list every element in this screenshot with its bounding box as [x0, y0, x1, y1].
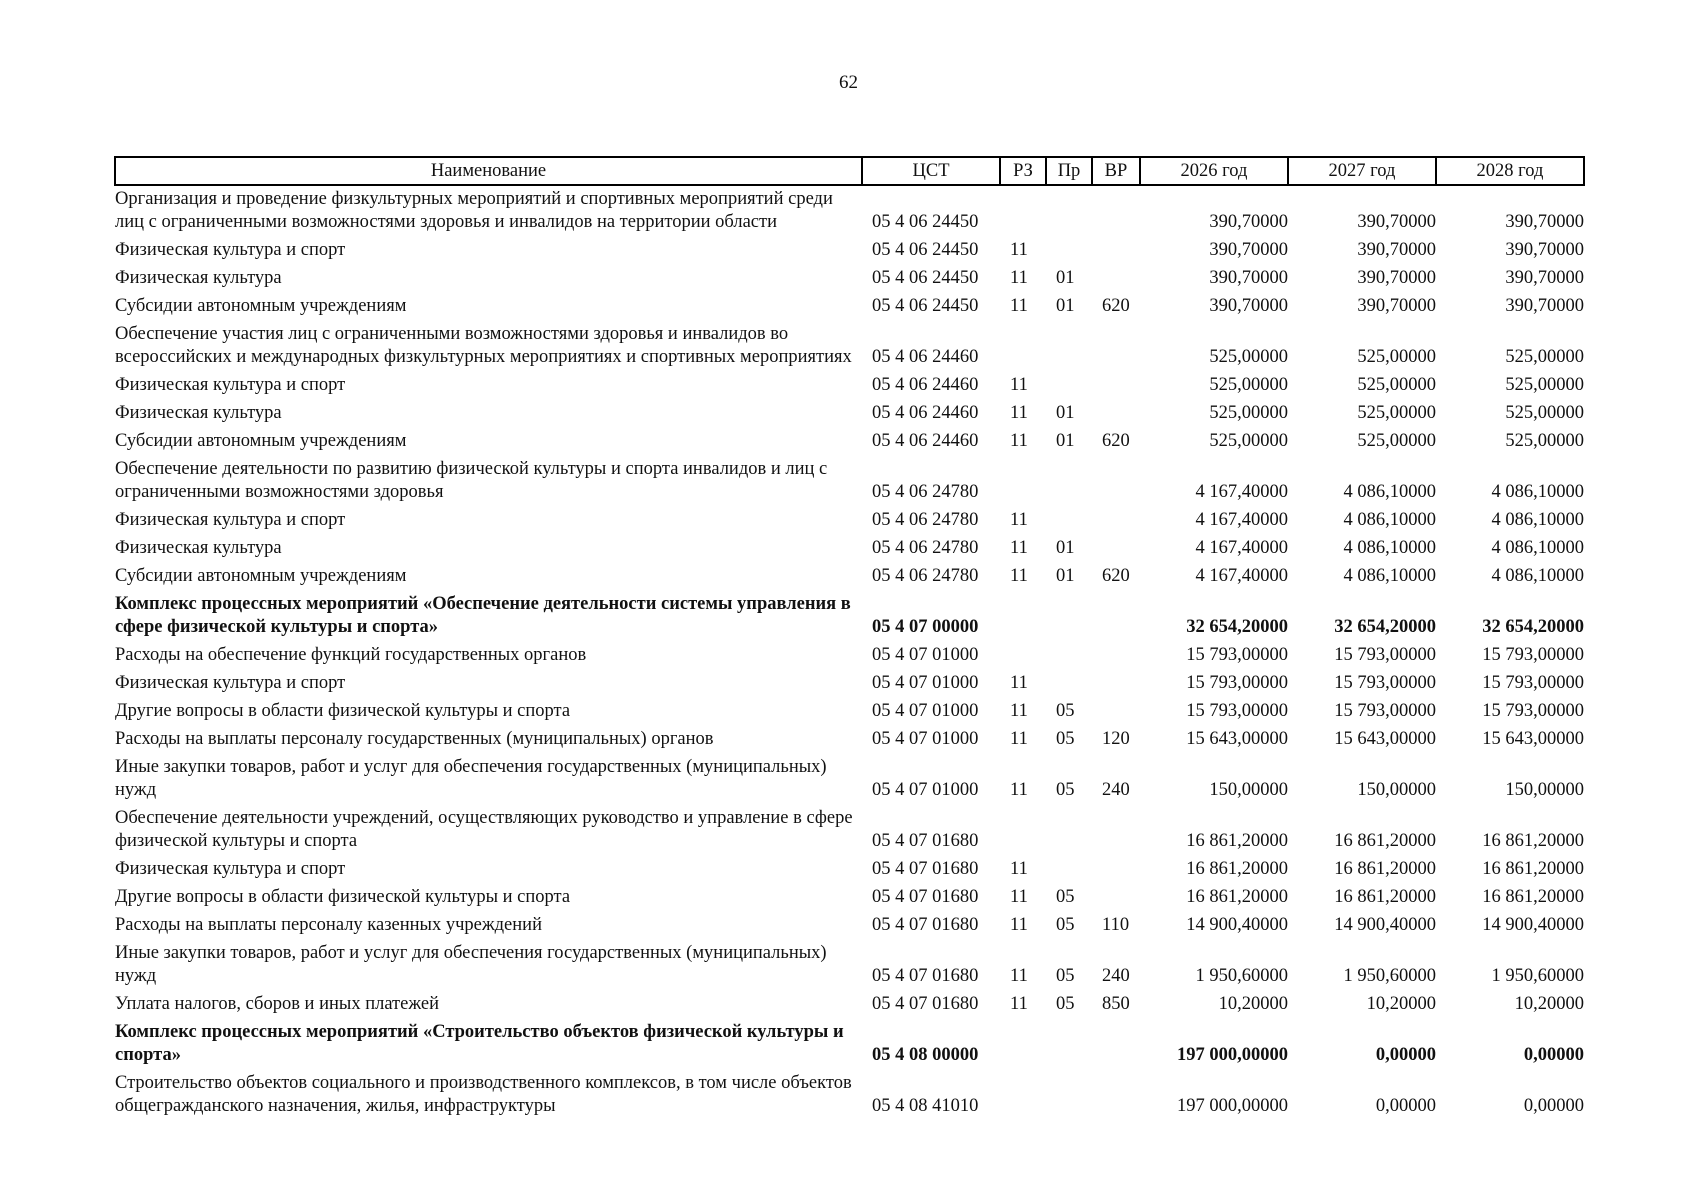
- cell-rz: 11: [1010, 566, 1028, 586]
- cell-cst: 05 4 07 01000: [872, 673, 979, 693]
- cell-2026: 525,00000: [1209, 431, 1288, 451]
- cell-rz: [1000, 1019, 1046, 1070]
- cell-vr: [1092, 642, 1140, 670]
- cell-cst: 05 4 06 24460: [872, 431, 979, 451]
- cell-pr: 05: [1056, 780, 1075, 800]
- table-row: [115, 293, 1584, 321]
- table-row: [115, 940, 1584, 991]
- header-2028: 2028 год: [1436, 157, 1584, 185]
- cell-cst: 05 4 07 00000: [872, 617, 979, 637]
- cell-pr: 01: [1056, 268, 1075, 288]
- cell-pr: [1046, 1019, 1092, 1070]
- cell-rz: 11: [1010, 994, 1028, 1014]
- cell-cst: 05 4 07 01680: [872, 887, 979, 907]
- cell-name: Физическая культура и спорт: [115, 510, 346, 530]
- cell-name: Уплата налогов, сборов и иных платежей: [115, 994, 440, 1014]
- cell-2028: 10,20000: [1514, 994, 1584, 1014]
- cell-2028: 150,00000: [1505, 780, 1584, 800]
- cell-2027: 390,70000: [1357, 240, 1436, 260]
- cell-2027: 14 900,40000: [1334, 915, 1436, 935]
- cell-2028: 0,00000: [1523, 1096, 1584, 1116]
- table-body: [115, 185, 1584, 1121]
- cell-2027: 16 861,20000: [1334, 887, 1436, 907]
- page-number: 62: [839, 72, 858, 93]
- cell-2026: 10,20000: [1218, 994, 1288, 1014]
- cell-vr: [1092, 1019, 1140, 1070]
- cell-rz: [1000, 805, 1046, 856]
- cell-2028: 525,00000: [1505, 431, 1584, 451]
- cell-name: Обеспечение деятельности по развитию физической культуры и спорта инвалидов и лиц с ограниченными возможностями здоровья: [115, 459, 828, 502]
- cell-2028: 32 654,20000: [1482, 617, 1584, 637]
- cell-rz: 11: [1010, 729, 1028, 749]
- cell-name: Строительство объектов социального и производственного комплексов, в том числе объектов общегражданского назначения, жилья, инфраструктуры: [115, 1073, 852, 1116]
- cell-name: Физическая культура: [115, 403, 282, 423]
- cell-pr: [1046, 856, 1092, 884]
- cell-pr: 01: [1056, 403, 1075, 423]
- cell-name: Обеспечение деятельности учреждений, осуществляющих руководство и управление в сфере физической культуры и спорта: [115, 808, 853, 851]
- table-row: [115, 507, 1584, 535]
- cell-rz: 11: [1010, 538, 1028, 558]
- cell-2028: 1 950,60000: [1491, 966, 1584, 986]
- cell-2028: 16 861,20000: [1482, 887, 1584, 907]
- cell-2028: 4 086,10000: [1491, 482, 1584, 502]
- cell-2027: 15 793,00000: [1334, 645, 1436, 665]
- cell-vr: [1092, 805, 1140, 856]
- cell-name: Субсидии автономным учреждениям: [115, 296, 407, 316]
- cell-cst: 05 4 08 00000: [872, 1045, 979, 1065]
- cell-pr: [1046, 670, 1092, 698]
- cell-rz: 11: [1010, 887, 1028, 907]
- cell-vr: [1092, 321, 1140, 372]
- cell-pr: [1046, 321, 1092, 372]
- cell-rz: 11: [1010, 375, 1028, 395]
- cell-2028: 390,70000: [1505, 296, 1584, 316]
- header-2027: 2027 год: [1288, 157, 1436, 185]
- cell-pr: 05: [1056, 915, 1075, 935]
- header-vr: ВР: [1092, 157, 1140, 185]
- cell-2026: 525,00000: [1209, 375, 1288, 395]
- cell-cst: 05 4 08 41010: [872, 1096, 979, 1116]
- cell-2026: 4 167,40000: [1195, 510, 1288, 530]
- cell-pr: [1046, 372, 1092, 400]
- cell-pr: [1046, 456, 1092, 507]
- cell-cst: 05 4 07 01000: [872, 645, 979, 665]
- cell-cst: 05 4 06 24450: [872, 268, 979, 288]
- cell-pr: [1046, 642, 1092, 670]
- table-row: [115, 698, 1584, 726]
- cell-2027: 390,70000: [1357, 296, 1436, 316]
- header-rz: РЗ: [1000, 157, 1046, 185]
- cell-2027: 15 793,00000: [1334, 701, 1436, 721]
- cell-name: Физическая культура и спорт: [115, 673, 346, 693]
- table-row-section: [115, 1019, 1584, 1070]
- cell-cst: 05 4 07 01000: [872, 729, 979, 749]
- cell-name: Другие вопросы в области физической культуры и спорта: [115, 701, 571, 721]
- cell-2028: 525,00000: [1505, 375, 1584, 395]
- table-row: [115, 754, 1584, 805]
- cell-pr: [1046, 237, 1092, 265]
- cell-2026: 390,70000: [1209, 212, 1288, 232]
- cell-name: Субсидии автономным учреждениям: [115, 566, 407, 586]
- cell-2027: 4 086,10000: [1343, 566, 1436, 586]
- cell-cst: 05 4 07 01680: [872, 831, 979, 851]
- table-header: [115, 157, 1584, 185]
- cell-cst: 05 4 06 24460: [872, 403, 979, 423]
- cell-vr: 110: [1102, 915, 1130, 935]
- cell-pr: 05: [1056, 701, 1075, 721]
- cell-vr: [1092, 698, 1140, 726]
- cell-cst: 05 4 07 01000: [872, 701, 979, 721]
- cell-vr: 620: [1102, 431, 1130, 451]
- cell-vr: [1092, 535, 1140, 563]
- cell-vr: 620: [1102, 566, 1130, 586]
- cell-2026: 4 167,40000: [1195, 482, 1288, 502]
- cell-name: Физическая культура: [115, 538, 282, 558]
- cell-cst: 05 4 06 24450: [872, 240, 979, 260]
- table-row: [115, 642, 1584, 670]
- table-row: [115, 912, 1584, 940]
- cell-pr: 05: [1056, 966, 1075, 986]
- cell-vr: [1092, 670, 1140, 698]
- cell-2026: 4 167,40000: [1195, 566, 1288, 586]
- cell-2027: 10,20000: [1366, 994, 1436, 1014]
- cell-rz: 11: [1010, 859, 1028, 879]
- table-row: [115, 991, 1584, 1019]
- cell-cst: 05 4 06 24780: [872, 510, 979, 530]
- table-row: [115, 321, 1584, 372]
- cell-cst: 05 4 07 01680: [872, 915, 979, 935]
- cell-vr: [1092, 884, 1140, 912]
- cell-2028: 4 086,10000: [1491, 538, 1584, 558]
- cell-2026: 390,70000: [1209, 240, 1288, 260]
- cell-2027: 15 643,00000: [1334, 729, 1436, 749]
- cell-name: Субсидии автономным учреждениям: [115, 431, 407, 451]
- cell-vr: [1092, 591, 1140, 642]
- cell-rz: 11: [1010, 701, 1028, 721]
- cell-pr: [1046, 805, 1092, 856]
- cell-pr: 01: [1056, 296, 1075, 316]
- cell-cst: 05 4 06 24460: [872, 375, 979, 395]
- cell-2027: 0,00000: [1375, 1096, 1436, 1116]
- cell-cst: 05 4 06 24780: [872, 482, 979, 502]
- cell-rz: [1000, 1070, 1046, 1121]
- cell-2026: 525,00000: [1209, 347, 1288, 367]
- cell-rz: 11: [1010, 510, 1028, 530]
- table-row-section: [115, 591, 1584, 642]
- table-row: [115, 884, 1584, 912]
- table-row: [115, 456, 1584, 507]
- cell-2026: 1 950,60000: [1195, 966, 1288, 986]
- cell-2026: 16 861,20000: [1186, 831, 1288, 851]
- cell-cst: 05 4 06 24780: [872, 538, 979, 558]
- table-row: [115, 185, 1584, 237]
- cell-name: Комплекс процессных мероприятий «Обеспечение деятельности системы управления в сфере физической культуры и спорта»: [115, 594, 851, 637]
- cell-pr: 01: [1056, 431, 1075, 451]
- cell-2028: 15 793,00000: [1482, 645, 1584, 665]
- cell-vr: [1092, 185, 1140, 237]
- cell-2027: 16 861,20000: [1334, 859, 1436, 879]
- cell-2027: 525,00000: [1357, 347, 1436, 367]
- cell-name: Организация и проведение физкультурных мероприятий и спортивных мероприятий среди лиц с ограниченными возможностями здоровья и инвалидов на территории области: [115, 189, 833, 232]
- table-row: [115, 1070, 1584, 1121]
- cell-2027: 1 950,60000: [1343, 966, 1436, 986]
- cell-name: Другие вопросы в области физической культуры и спорта: [115, 887, 571, 907]
- cell-2028: 16 861,20000: [1482, 859, 1584, 879]
- cell-2028: 4 086,10000: [1491, 510, 1584, 530]
- cell-pr: 05: [1056, 729, 1075, 749]
- cell-2027: 0,00000: [1375, 1045, 1436, 1065]
- cell-name: Физическая культура и спорт: [115, 240, 346, 260]
- cell-vr: [1092, 507, 1140, 535]
- cell-2028: 14 900,40000: [1482, 915, 1584, 935]
- cell-vr: 240: [1102, 780, 1130, 800]
- cell-pr: 05: [1056, 887, 1075, 907]
- cell-cst: 05 4 07 01680: [872, 859, 979, 879]
- budget-table: [114, 156, 1585, 1121]
- cell-name: Обеспечение участия лиц с ограниченными возможностями здоровья и инвалидов во всероссийских и международных физкультурных мероприятиях и спортивных мероприятиях: [115, 324, 852, 367]
- cell-2026: 150,00000: [1209, 780, 1288, 800]
- cell-rz: 11: [1010, 240, 1028, 260]
- cell-name: Иные закупки товаров, работ и услуг для обеспечения государственных (муниципальных) нужд: [115, 757, 827, 800]
- cell-cst: 05 4 07 01000: [872, 780, 979, 800]
- cell-2027: 4 086,10000: [1343, 482, 1436, 502]
- cell-2026: 197 000,00000: [1177, 1045, 1288, 1065]
- cell-pr: 01: [1056, 566, 1075, 586]
- cell-name: Комплекс процессных мероприятий «Строительство объектов физической культуры и спорта»: [115, 1022, 844, 1065]
- cell-pr: [1046, 507, 1092, 535]
- cell-name: Расходы на выплаты персоналу казенных учреждений: [115, 915, 542, 935]
- cell-vr: [1092, 1070, 1140, 1121]
- cell-cst: 05 4 06 24780: [872, 566, 979, 586]
- table-row: [115, 400, 1584, 428]
- cell-2026: 14 900,40000: [1186, 915, 1288, 935]
- cell-2026: 15 793,00000: [1186, 701, 1288, 721]
- table-row: [115, 237, 1584, 265]
- cell-vr: [1092, 265, 1140, 293]
- table-row: [115, 805, 1584, 856]
- cell-2026: 15 793,00000: [1186, 673, 1288, 693]
- cell-2027: 525,00000: [1357, 403, 1436, 423]
- cell-name: Физическая культура: [115, 268, 282, 288]
- cell-name: Расходы на обеспечение функций государственных органов: [115, 645, 587, 665]
- cell-2028: 15 643,00000: [1482, 729, 1584, 749]
- cell-2026: 525,00000: [1209, 403, 1288, 423]
- cell-vr: 240: [1102, 966, 1130, 986]
- cell-2027: 16 861,20000: [1334, 831, 1436, 851]
- cell-rz: 11: [1010, 268, 1028, 288]
- header-cst: ЦСТ: [862, 157, 1000, 185]
- cell-vr: [1092, 856, 1140, 884]
- cell-pr: 01: [1056, 538, 1075, 558]
- cell-2028: 390,70000: [1505, 268, 1584, 288]
- cell-name: Иные закупки товаров, работ и услуг для обеспечения государственных (муниципальных) нужд: [115, 943, 827, 986]
- table-row: [115, 372, 1584, 400]
- cell-name: Физическая культура и спорт: [115, 375, 346, 395]
- cell-pr: [1046, 185, 1092, 237]
- cell-name: Физическая культура и спорт: [115, 859, 346, 879]
- cell-2026: 197 000,00000: [1177, 1096, 1288, 1116]
- cell-2026: 15 793,00000: [1186, 645, 1288, 665]
- table-row: [115, 726, 1584, 754]
- header-pr: Пр: [1046, 157, 1092, 185]
- table-row: [115, 265, 1584, 293]
- cell-2026: 15 643,00000: [1186, 729, 1288, 749]
- table-row: [115, 428, 1584, 456]
- cell-2028: 15 793,00000: [1482, 701, 1584, 721]
- cell-2028: 390,70000: [1505, 212, 1584, 232]
- cell-2027: 15 793,00000: [1334, 673, 1436, 693]
- cell-2028: 390,70000: [1505, 240, 1584, 260]
- cell-2028: 0,00000: [1523, 1045, 1584, 1065]
- cell-2026: 16 861,20000: [1186, 859, 1288, 879]
- header-name: Наименование: [115, 157, 862, 185]
- cell-cst: 05 4 07 01680: [872, 966, 979, 986]
- header-2026: 2026 год: [1140, 157, 1288, 185]
- cell-2027: 150,00000: [1357, 780, 1436, 800]
- cell-rz: [1000, 185, 1046, 237]
- cell-2027: 4 086,10000: [1343, 538, 1436, 558]
- cell-rz: 11: [1010, 296, 1028, 316]
- cell-2028: 16 861,20000: [1482, 831, 1584, 851]
- cell-2028: 15 793,00000: [1482, 673, 1584, 693]
- table-row: [115, 670, 1584, 698]
- cell-rz: 11: [1010, 966, 1028, 986]
- table-row: [115, 535, 1584, 563]
- cell-vr: 120: [1102, 729, 1130, 749]
- cell-cst: 05 4 07 01680: [872, 994, 979, 1014]
- cell-vr: 850: [1102, 994, 1130, 1014]
- cell-rz: [1000, 591, 1046, 642]
- cell-2026: 4 167,40000: [1195, 538, 1288, 558]
- cell-2028: 525,00000: [1505, 403, 1584, 423]
- cell-vr: [1092, 456, 1140, 507]
- cell-name: Расходы на выплаты персоналу государственных (муниципальных) органов: [115, 729, 714, 749]
- cell-vr: [1092, 372, 1140, 400]
- cell-2026: 16 861,20000: [1186, 887, 1288, 907]
- table-row: [115, 563, 1584, 591]
- cell-pr: [1046, 591, 1092, 642]
- cell-2026: 390,70000: [1209, 268, 1288, 288]
- cell-rz: 11: [1010, 780, 1028, 800]
- cell-pr: [1046, 1070, 1092, 1121]
- cell-rz: 11: [1010, 673, 1028, 693]
- cell-rz: 11: [1010, 403, 1028, 423]
- cell-vr: 620: [1102, 296, 1130, 316]
- cell-cst: 05 4 06 24460: [872, 347, 979, 367]
- cell-vr: [1092, 400, 1140, 428]
- cell-2027: 525,00000: [1357, 375, 1436, 395]
- cell-cst: 05 4 06 24450: [872, 212, 979, 232]
- cell-pr: 05: [1056, 994, 1075, 1014]
- cell-2028: 4 086,10000: [1491, 566, 1584, 586]
- cell-rz: [1000, 456, 1046, 507]
- cell-rz: 11: [1010, 431, 1028, 451]
- cell-rz: [1000, 321, 1046, 372]
- cell-2026: 390,70000: [1209, 296, 1288, 316]
- cell-2027: 4 086,10000: [1343, 510, 1436, 530]
- cell-2027: 32 654,20000: [1334, 617, 1436, 637]
- cell-cst: 05 4 06 24450: [872, 296, 979, 316]
- cell-2027: 390,70000: [1357, 268, 1436, 288]
- cell-rz: [1000, 642, 1046, 670]
- table-row: [115, 856, 1584, 884]
- cell-2027: 525,00000: [1357, 431, 1436, 451]
- cell-rz: 11: [1010, 915, 1028, 935]
- cell-2028: 525,00000: [1505, 347, 1584, 367]
- cell-2026: 32 654,20000: [1186, 617, 1288, 637]
- cell-vr: [1092, 237, 1140, 265]
- cell-2027: 390,70000: [1357, 212, 1436, 232]
